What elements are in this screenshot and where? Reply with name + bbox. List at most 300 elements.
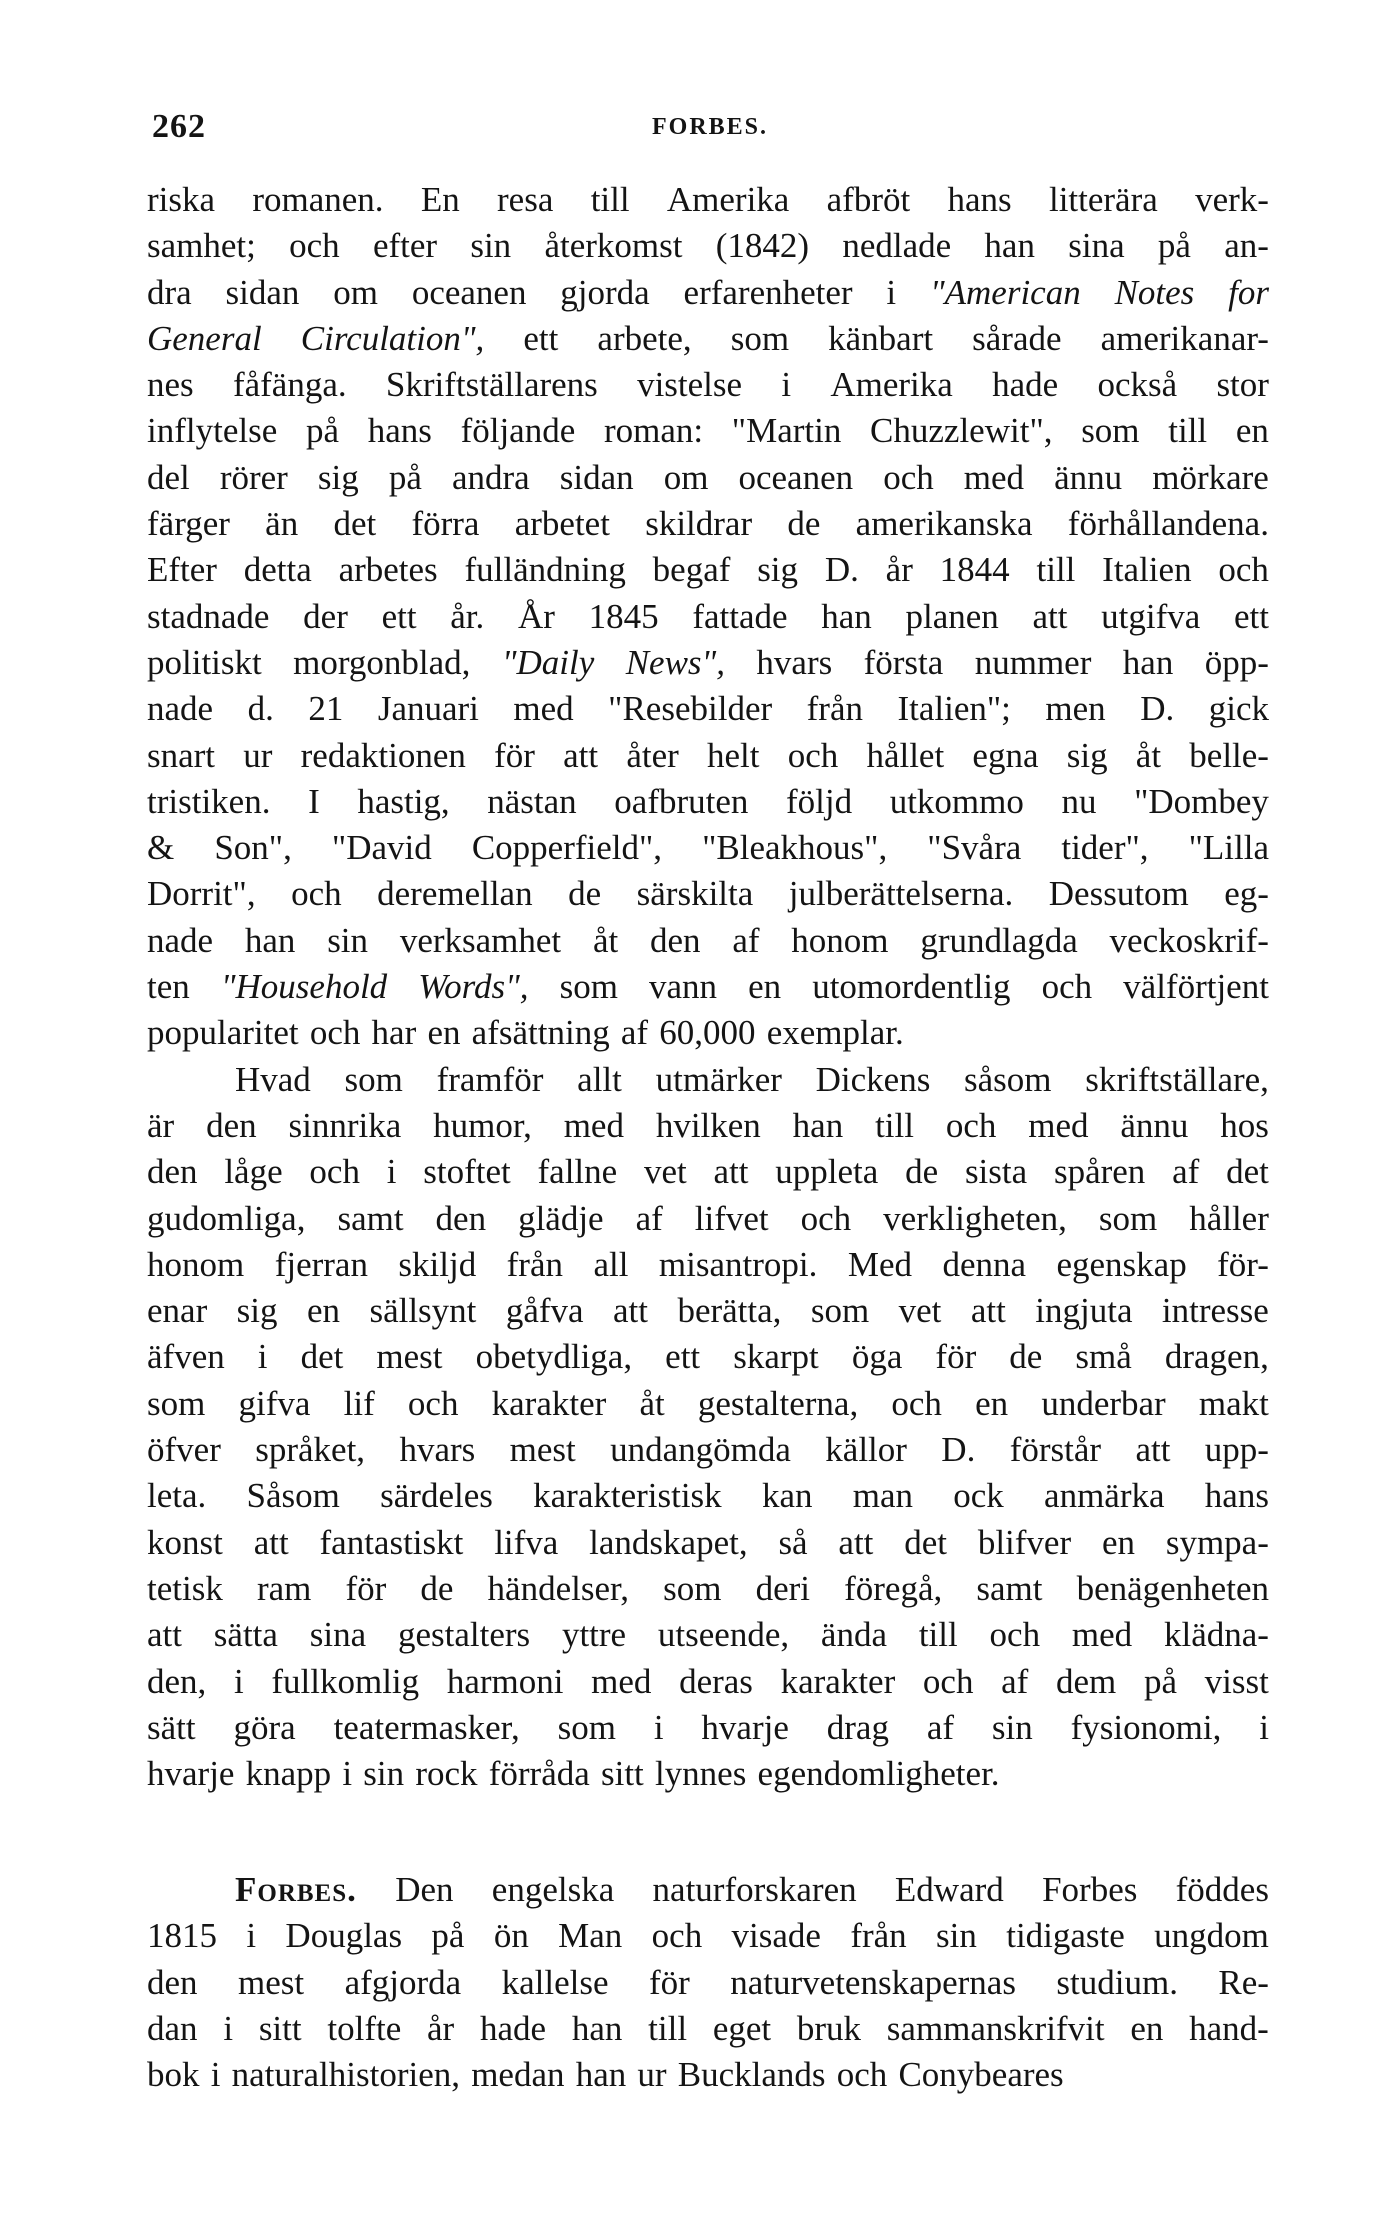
word: som <box>1098 1198 1158 1238</box>
word: News", <box>625 642 725 682</box>
word: bruk <box>796 2008 862 2048</box>
word: nade <box>147 689 214 729</box>
word: "Svåra <box>927 828 1022 868</box>
text-line <box>147 1427 1269 1473</box>
word: känbart <box>828 318 934 358</box>
word: eget <box>712 2008 772 2048</box>
word: och <box>836 2055 888 2095</box>
word: Italien"; <box>897 689 1011 729</box>
word: Hvad <box>235 1059 311 1099</box>
word: ända <box>820 1615 887 1655</box>
word: riska <box>147 180 216 219</box>
text-line <box>147 408 1269 454</box>
word: de <box>420 1568 454 1608</box>
word: små <box>1075 1337 1132 1377</box>
word: den <box>147 1152 198 1192</box>
word: också <box>1097 365 1178 405</box>
word: klädna- <box>1163 1615 1269 1655</box>
word: färger <box>147 504 230 544</box>
page-header <box>150 108 1270 148</box>
word: och <box>883 457 934 497</box>
word: öfver <box>147 1430 221 1470</box>
word: En <box>420 180 460 219</box>
word: veckoskrif- <box>1109 920 1269 960</box>
word: oceanen <box>411 272 527 312</box>
text-line <box>147 1520 1269 1566</box>
word: gjorda <box>560 272 650 312</box>
word: välförtjent <box>1123 967 1269 1007</box>
word: hans <box>947 180 1012 219</box>
word: nummer <box>974 642 1092 682</box>
word: såsom <box>964 1059 1052 1099</box>
word: popularitet <box>147 1013 299 1053</box>
text-line <box>147 1960 1269 2006</box>
word: till <box>1036 550 1076 590</box>
word: öga <box>851 1337 903 1377</box>
word: amerikanar- <box>1100 318 1269 358</box>
word: inflytelse <box>147 411 278 451</box>
word: hvars <box>399 1430 476 1470</box>
word: sätt <box>147 1707 196 1747</box>
word: förstår <box>1009 1430 1102 1470</box>
text-line <box>147 871 1269 917</box>
word: gifva <box>238 1383 311 1423</box>
word: visade <box>731 1916 821 1956</box>
word: "Household <box>220 967 388 1007</box>
word: hade <box>992 365 1059 405</box>
word: Amerika <box>830 365 953 405</box>
word: exemplar. <box>766 1013 904 1053</box>
word: det <box>300 1337 344 1377</box>
word: 1845 <box>588 596 659 636</box>
word: som <box>147 1383 206 1423</box>
word: en <box>1235 411 1269 451</box>
word: första <box>863 642 944 682</box>
word: och <box>291 874 342 914</box>
word: göra <box>233 1707 296 1747</box>
word: an- <box>1224 226 1269 266</box>
word: ingjuta <box>1035 1291 1133 1331</box>
word: eg- <box>1224 874 1269 914</box>
word: med <box>591 1661 652 1701</box>
word: vet <box>643 1152 687 1192</box>
text-line <box>147 2006 1269 2052</box>
word: "American <box>929 272 1081 312</box>
word: som <box>730 318 790 358</box>
word: han <box>984 226 1035 266</box>
word: deras <box>679 1661 753 1701</box>
word: sammanskrifvit <box>886 2008 1105 2048</box>
word: helt <box>706 735 760 775</box>
word: fysionomi, <box>1070 1707 1222 1747</box>
word: dra <box>147 272 192 312</box>
text-line <box>147 1103 1269 1149</box>
word: gick <box>1208 689 1269 729</box>
text-line <box>147 1751 1269 1797</box>
word: "David <box>331 828 432 868</box>
word: mörkare <box>1152 457 1269 497</box>
text-line <box>147 177 1269 223</box>
word: erfarenheter <box>683 272 853 312</box>
word: skiljd <box>398 1244 477 1284</box>
word: tetisk <box>147 1568 223 1608</box>
word: Såsom <box>246 1476 340 1516</box>
word: och <box>289 226 340 266</box>
word: det <box>904 1522 947 1562</box>
word: till <box>648 2008 688 2048</box>
word: sin <box>936 1916 977 1956</box>
word: ett <box>665 1337 701 1377</box>
word: ten <box>147 967 190 1007</box>
word: undangömda <box>610 1430 791 1470</box>
word: der <box>303 596 348 636</box>
word: deremellan <box>377 874 533 914</box>
word: och <box>945 1105 997 1145</box>
word: Son", <box>214 828 292 868</box>
word: all <box>593 1244 629 1284</box>
word: Dorrit", <box>147 874 256 914</box>
word: åt <box>1135 735 1162 775</box>
word: af <box>1001 1661 1029 1701</box>
word: "Resebilder <box>608 689 773 729</box>
word: Forbes. <box>235 1870 357 1909</box>
word: knapp <box>245 1754 332 1794</box>
text-line <box>147 1473 1269 1519</box>
word: händelser, <box>487 1568 629 1608</box>
text-line <box>147 964 1269 1010</box>
running-head: FORBES. <box>651 114 769 140</box>
word: Bucklands <box>677 2055 826 2095</box>
word: Conybeares <box>898 2055 1064 2095</box>
word: Man <box>558 1916 623 1956</box>
word: harmoni <box>446 1661 564 1701</box>
word: att <box>147 1615 182 1655</box>
word: och <box>309 1013 361 1053</box>
word: sitt <box>600 1754 644 1794</box>
word: upp- <box>1204 1430 1269 1470</box>
text-line <box>147 594 1269 640</box>
word: I <box>308 781 320 821</box>
word: för <box>648 1962 690 2002</box>
word: underbar <box>1041 1383 1166 1423</box>
word: ur <box>243 735 273 775</box>
word: utmärker <box>655 1059 782 1099</box>
word: dan <box>147 2008 198 2048</box>
word: del <box>147 457 190 497</box>
word: stor <box>1216 365 1269 405</box>
word: på <box>388 457 422 497</box>
word: en <box>1101 1522 1135 1562</box>
word: stadnade <box>147 596 270 636</box>
word: egenskap <box>1056 1244 1187 1284</box>
word: dem <box>1056 1661 1117 1701</box>
word: verksamhet <box>399 920 562 960</box>
word: honom <box>147 1244 245 1284</box>
word: dragen, <box>1164 1337 1269 1377</box>
word: samhet; <box>147 226 256 266</box>
text-block-main <box>147 177 1269 1797</box>
word: med <box>1071 1615 1133 1655</box>
word: sitt <box>258 2008 302 2048</box>
word: från <box>506 1244 564 1284</box>
word: roman: <box>603 411 704 451</box>
word: i <box>246 1916 257 1956</box>
word: följande <box>460 411 576 451</box>
word: om <box>333 272 378 312</box>
word: särskilta <box>636 874 754 914</box>
word: förra <box>411 504 480 544</box>
word: D. <box>941 1430 976 1470</box>
word: som <box>557 1707 616 1747</box>
word: lifva <box>494 1522 559 1562</box>
word: och <box>1218 550 1269 590</box>
word: att <box>613 1291 648 1331</box>
word: sin <box>363 1754 405 1794</box>
word: förhållandena. <box>1067 504 1269 544</box>
word: deri <box>755 1568 810 1608</box>
word: sällsynt <box>369 1291 477 1331</box>
word: naturvetenskapernas <box>730 1962 1016 2002</box>
word: morgonblad, <box>293 642 471 682</box>
word: i <box>886 272 897 312</box>
word: begaf <box>652 550 731 590</box>
word: med <box>963 457 1025 497</box>
word: skildrar <box>645 504 753 544</box>
word: han <box>1122 642 1174 682</box>
word: leta. <box>147 1476 207 1516</box>
word: konst <box>147 1522 223 1562</box>
word: Edward <box>894 1870 1004 1909</box>
word: tristiken. <box>147 781 271 821</box>
word: de <box>1009 1337 1043 1377</box>
word: Chuzzlewit", <box>870 411 1053 451</box>
word: han <box>575 2055 627 2095</box>
text-line <box>147 1913 1269 1959</box>
word: visst <box>1204 1661 1269 1701</box>
word: Notes <box>1114 272 1195 312</box>
word: sidan <box>559 457 634 497</box>
word: Den <box>395 1870 454 1909</box>
word: sympa- <box>1165 1522 1269 1562</box>
word: som <box>663 1568 722 1608</box>
word: "Bleakhous", <box>702 828 888 868</box>
word: tidigaste <box>1006 1916 1125 1956</box>
word: kan <box>761 1476 813 1516</box>
word: fjerran <box>274 1244 368 1284</box>
word: till <box>590 180 630 219</box>
word: han <box>244 920 296 960</box>
word: sin <box>470 226 512 266</box>
word: utkommo <box>889 781 1024 821</box>
word: äfven <box>147 1337 225 1377</box>
word: och <box>800 1198 852 1238</box>
word: i <box>257 1337 268 1377</box>
word: som <box>810 1291 870 1331</box>
word: skriftställare, <box>1085 1059 1269 1099</box>
word: stoftet <box>423 1152 511 1192</box>
word: litterära <box>1048 180 1158 219</box>
word: lif <box>343 1383 375 1423</box>
word: af <box>1172 1152 1200 1192</box>
word: egna <box>972 735 1039 775</box>
word: en <box>306 1291 341 1331</box>
word: utseende, <box>657 1615 790 1655</box>
word: med <box>513 689 574 729</box>
text-line <box>147 779 1269 825</box>
word: föddes <box>1175 1870 1269 1909</box>
word: ännu <box>1054 457 1123 497</box>
word: samt <box>976 1568 1043 1608</box>
word: hand- <box>1189 2008 1269 2048</box>
word: hvilken <box>655 1105 761 1145</box>
word: föregå, <box>844 1568 943 1608</box>
word: källor <box>825 1430 907 1470</box>
word: arbetet <box>514 504 610 544</box>
word: glädje <box>518 1198 604 1238</box>
text-line <box>147 1612 1269 1658</box>
word: som <box>344 1059 403 1099</box>
word: karakteristisk <box>533 1476 722 1516</box>
word: för- <box>1217 1244 1269 1284</box>
word: År <box>517 596 555 636</box>
word: hvarje <box>701 1707 789 1747</box>
word: fantastiskt <box>319 1522 464 1562</box>
word: af <box>926 1707 955 1747</box>
word: efter <box>372 226 438 266</box>
word: d. <box>247 689 274 729</box>
word: detta <box>243 550 312 590</box>
text-line <box>147 316 1269 362</box>
text-line <box>147 1196 1269 1242</box>
word: Amerika <box>666 180 790 219</box>
word: från <box>806 689 863 729</box>
word: ön <box>493 1916 529 1956</box>
word: julberättelserna. <box>788 874 1014 914</box>
word: år <box>427 2008 455 2048</box>
word: den, <box>147 1661 207 1701</box>
text-line <box>147 640 1269 686</box>
word: utomordentlig <box>812 967 1011 1007</box>
word: studium. <box>1056 1962 1178 2002</box>
word: hade <box>479 2008 547 2048</box>
word: egendomligheter. <box>757 1754 1000 1794</box>
word: gestalterna, <box>697 1383 859 1423</box>
word: nästan <box>487 781 577 821</box>
word: som <box>559 967 618 1007</box>
paragraph <box>147 1057 1269 1798</box>
text-line <box>147 2052 1269 2098</box>
word: D. <box>1140 689 1175 729</box>
word: belle- <box>1189 735 1269 775</box>
word: Circulation", <box>300 318 485 358</box>
word: benägenheten <box>1076 1568 1269 1608</box>
word: makt <box>1198 1383 1269 1423</box>
word: han <box>571 2008 623 2048</box>
word: Januari <box>377 689 479 729</box>
text-line <box>147 1659 1269 1705</box>
word: till <box>918 1615 958 1655</box>
word: berätta, <box>677 1291 782 1331</box>
word: samt <box>337 1198 404 1238</box>
word: fullkomlig <box>271 1661 420 1701</box>
text-line <box>147 270 1269 316</box>
word: Italien <box>1102 550 1192 590</box>
word: i <box>233 1661 244 1701</box>
word: för <box>345 1568 387 1608</box>
word: mest <box>238 1962 305 2002</box>
word: att <box>713 1152 749 1192</box>
word: öpp- <box>1204 642 1269 682</box>
word: med <box>1028 1105 1089 1145</box>
word: 60,000 <box>659 1013 756 1053</box>
word: ännu <box>1120 1105 1189 1145</box>
word: rock <box>415 1754 478 1794</box>
word: att <box>563 735 599 775</box>
word: ock <box>953 1476 1004 1516</box>
word: och <box>891 1383 942 1423</box>
word: planen <box>905 596 999 636</box>
word: nu <box>1061 781 1097 821</box>
word: denna <box>942 1244 1027 1284</box>
word: fattade <box>692 596 788 636</box>
text-line <box>147 223 1269 269</box>
word: ram <box>256 1568 312 1608</box>
word: så <box>778 1522 808 1562</box>
word: Skriftställarens <box>385 365 598 405</box>
word: Forbes <box>1042 1870 1138 1909</box>
word: yttre <box>561 1615 627 1655</box>
word: drag <box>826 1707 889 1747</box>
word: framför <box>436 1059 544 1099</box>
word: Re- <box>1218 1962 1269 2002</box>
word: i <box>1259 1707 1269 1747</box>
word: engelska <box>491 1870 615 1909</box>
paragraph <box>147 1867 1269 2098</box>
word: Douglas <box>285 1916 403 1956</box>
word: politiskt <box>147 642 262 682</box>
word: vann <box>649 967 718 1007</box>
word: vet <box>898 1291 942 1331</box>
word: naturforskaren <box>652 1870 857 1909</box>
word: D. <box>824 550 859 590</box>
word: ur <box>637 2055 667 2095</box>
word: att <box>970 1291 1006 1331</box>
word: i <box>386 1152 397 1192</box>
text-line <box>147 1057 1269 1103</box>
word: kallelse <box>501 1962 609 2002</box>
word: Efter <box>147 550 217 590</box>
word: han <box>792 1105 844 1145</box>
word: för <box>494 735 535 775</box>
word: med <box>563 1105 624 1145</box>
word: sig <box>757 550 799 590</box>
word: andra <box>451 457 530 497</box>
word: de <box>568 874 602 914</box>
word: i <box>653 1707 664 1747</box>
word: nade <box>147 920 214 960</box>
text-line <box>147 1149 1269 1195</box>
word: att <box>253 1522 289 1562</box>
word: i <box>223 2008 234 2048</box>
word: att <box>1135 1430 1171 1470</box>
word: den <box>206 1105 257 1145</box>
word: General <box>147 318 262 358</box>
word: verk- <box>1195 180 1269 219</box>
word: ett <box>381 596 417 636</box>
word: att <box>1032 596 1068 636</box>
text-line <box>147 1288 1269 1334</box>
word: som <box>1081 411 1140 451</box>
